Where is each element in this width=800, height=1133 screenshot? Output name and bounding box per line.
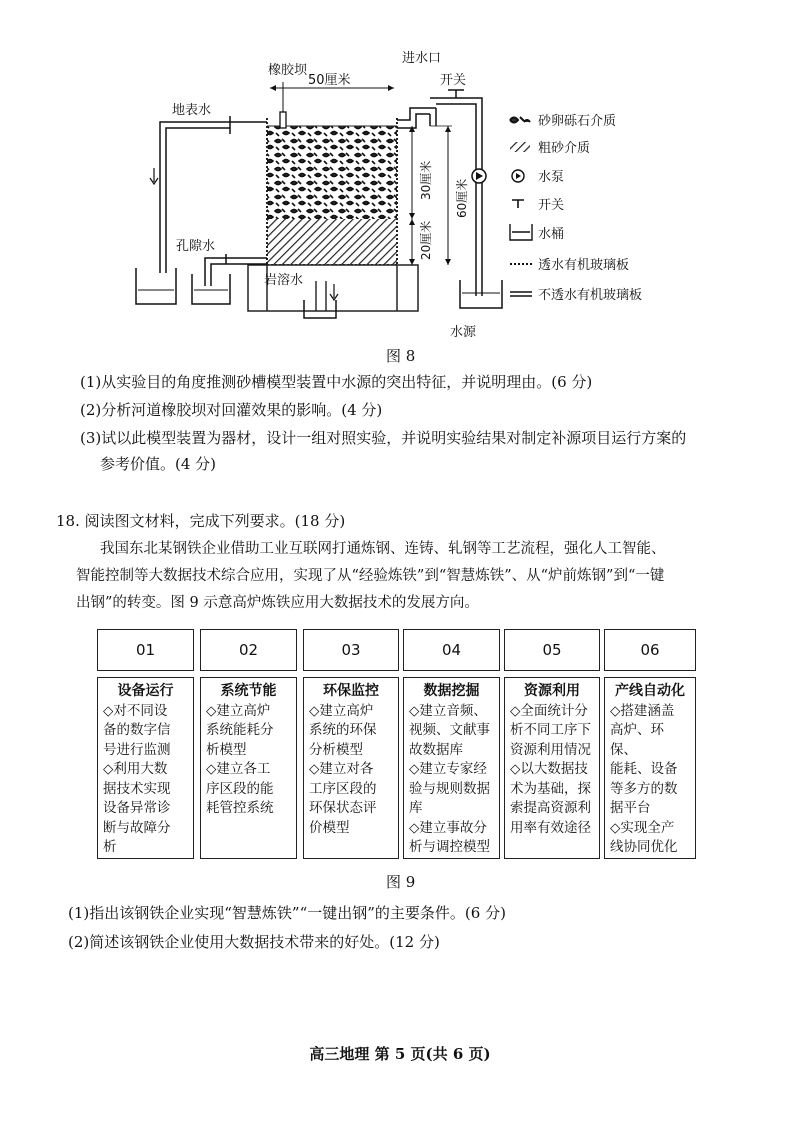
figure9-box-line: 断与故障分 — [103, 819, 171, 836]
q18-paragraph-line3: 出钢”的转变。图 9 示意高炉炼铁应用大数据技术的发展方向。 — [76, 595, 479, 611]
bucket-icon — [510, 224, 532, 240]
figure9-box-line: 能耗、设备 — [610, 761, 678, 777]
figure9-box-line: 视频、文献事 — [409, 722, 490, 738]
figure9-box-line: ◇利用大数 — [103, 761, 168, 777]
figure9-number-box: 03 — [303, 629, 399, 671]
figure9-content-box — [604, 677, 696, 859]
figure9-box-title: 设备运行 — [117, 683, 174, 699]
figure9-box-line: 库 — [409, 800, 423, 816]
figure9-box-line: 工序区段的 — [309, 780, 377, 797]
figure9-content-box — [504, 677, 600, 859]
label-water-source: 水源 — [450, 325, 477, 340]
figure9-box-line: 分析模型 — [309, 741, 363, 758]
figure9-box-title: 资源利用 — [524, 683, 580, 699]
legend-label-impermeable: 不透水有机玻璃板 — [538, 288, 643, 303]
legend-label-sand: 粗砂介质 — [538, 141, 591, 156]
label-pore-water: 孔隙水 — [176, 239, 216, 254]
legend-label-bucket: 水桶 — [538, 227, 565, 242]
figure9-box-line: ◇建立专家经 — [409, 761, 487, 777]
label-height-20: 20厘米 — [419, 220, 433, 260]
figure9-box-line: 用率有效途径 — [510, 819, 591, 836]
figure9-box-line: ◇建立音频、 — [409, 702, 487, 719]
label-height-30: 30厘米 — [419, 160, 433, 200]
figure9-box-title: 数据挖掘 — [423, 683, 480, 699]
q17-subquestion-3-line1: (3)试以此模型装置为器材，设计一组对照实验，并说明实验结果对制定补源项目运行方案的 — [80, 429, 687, 447]
figure9-box-line: 价模型 — [309, 819, 350, 836]
figure9-number-box: 01 — [97, 629, 194, 671]
figure9-box-line: 耗管控系统 — [206, 800, 274, 816]
legend-label-switch: 开关 — [538, 198, 565, 213]
figure9-box-line: 析模型 — [206, 741, 247, 758]
legend-label-gravel: 砂卵砾石介质 — [538, 114, 617, 129]
q18-paragraph-line1: 我国东北某钢铁企业借助工业互联网打通炼钢、连铸、轧钢等工艺流程，强化人工智能、 — [100, 541, 666, 557]
page-footer: 高三地理 第 5 页(共 6 页) — [309, 1045, 491, 1063]
figure9-number-box: 04 — [403, 629, 500, 671]
label-height-60: 60厘米 — [455, 178, 469, 218]
q18-subquestion-1: (1)指出该钢铁企业实现“智慧炼铁”“一键出钢”的主要条件。(6 分) — [68, 904, 506, 922]
figure9-box-line: 号进行监测 — [103, 741, 171, 758]
q17-subquestion-2: (2)分析河道橡胶坝对回灌效果的影响。(4 分) — [80, 401, 383, 419]
figure9-box-line: 序区段的能 — [206, 780, 274, 797]
label-switch-top: 开关 — [440, 73, 467, 88]
figure9-box-line: 据平台 — [610, 800, 651, 816]
figure-8-caption: 图 8 — [386, 347, 416, 365]
q17-subquestion-1: (1)从实验目的角度推测砂槽模型装置中水源的突出特征，并说明理由。(6 分) — [80, 373, 593, 391]
figure9-box-line: 设备异常诊 — [103, 800, 171, 816]
q18-paragraph-line2: 智能控制等大数据技术综合应用，实现了从“经验炼铁”到“智慧炼铁”、从“炉前炼钢”到“一键 — [76, 568, 665, 584]
figure9-number-box: 05 — [504, 629, 600, 671]
bucket-surface — [136, 268, 176, 304]
figure9-box-line: 线协同优化 — [610, 839, 678, 855]
legend-label-permeable: 透水有机玻璃板 — [538, 258, 630, 273]
figure9-box-line: ◇全面统计分 — [510, 702, 588, 719]
figure-8-diagram — [130, 51, 690, 343]
label-karst-water: 岩溶水 — [264, 273, 304, 288]
q18-subquestion-2: (2)简述该钢铁企业使用大数据技术带来的好处。(12 分) — [68, 933, 440, 951]
figure9-number-box: 06 — [604, 629, 696, 671]
label-surface-water: 地表水 — [172, 103, 212, 118]
figure9-content-box — [97, 677, 194, 859]
figure9-box-line: 资源利用情况 — [510, 741, 591, 758]
figure9-box-line: 系统能耗分 — [206, 722, 274, 738]
figure9-box-line: ◇实现全产 — [610, 819, 675, 836]
sand-pattern-icon — [510, 142, 530, 152]
figure9-box-line: ◇搭建涵盖 — [610, 702, 675, 719]
rubber-dam — [280, 112, 286, 128]
label-inlet: 进水口 — [402, 51, 442, 66]
legend-label-pump: 水泵 — [538, 170, 565, 185]
label-width: 50厘米 — [308, 73, 351, 88]
q18-title: 18. 阅读图文材料，完成下列要求。(18 分) — [56, 512, 346, 530]
figure9-box-line: 高炉、环保、 — [610, 722, 664, 758]
figure9-box-line: 术为基础，探 — [510, 780, 591, 797]
figure9-box-line: 环保状态评 — [309, 800, 377, 816]
bucket-source — [460, 280, 502, 308]
figure9-box-line: ◇对不同设 — [103, 702, 168, 719]
figure9-box-line: ◇建立对各 — [309, 761, 374, 777]
figure9-box-title: 产线自动化 — [615, 683, 685, 699]
gravel-pattern-icon — [510, 117, 530, 123]
figure9-box-line: ◇建立各工 — [206, 761, 271, 777]
impermeable-plate-icon — [510, 292, 532, 296]
figure9-content-box — [200, 677, 297, 859]
figure9-content-box — [303, 677, 399, 859]
figure9-box-line: ◇建立高炉 — [206, 702, 271, 719]
figure9-box-line: 析 — [103, 839, 117, 855]
figure9-number-box: 02 — [200, 629, 297, 671]
figure9-box-line: 系统的环保 — [309, 722, 377, 738]
legend — [510, 113, 642, 303]
figure9-box-line: 备的数字信 — [103, 722, 171, 738]
figure9-box-line: ◇建立高炉 — [309, 702, 374, 719]
figure9-box-title: 系统节能 — [220, 683, 277, 699]
label-rubber-dam: 橡胶坝 — [268, 63, 308, 78]
figure9-box-line: 等多方的数 — [610, 780, 678, 797]
figure9-box-line: ◇以大数据技 — [510, 761, 588, 777]
figure9-box-line: 析不同工序下 — [510, 722, 591, 738]
figure9-box-line: 据技术实现 — [103, 780, 171, 797]
switch-icon — [512, 200, 524, 208]
figure9-box-title: 环保监控 — [323, 683, 379, 699]
figure9-box-line: 验与规则数据 — [409, 780, 490, 797]
figure9-box-line: 析与调控模型 — [409, 839, 490, 855]
figure9-box-line: ◇建立事故分 — [409, 819, 487, 836]
figure9-box-line: 索提高资源利 — [510, 800, 591, 816]
figure9-content-box — [403, 677, 500, 859]
figure-9-caption: 图 9 — [386, 873, 416, 891]
figure9-box-line: 故数据库 — [409, 741, 463, 758]
q17-subquestion-3-line2: 参考价值。(4 分) — [100, 455, 217, 473]
